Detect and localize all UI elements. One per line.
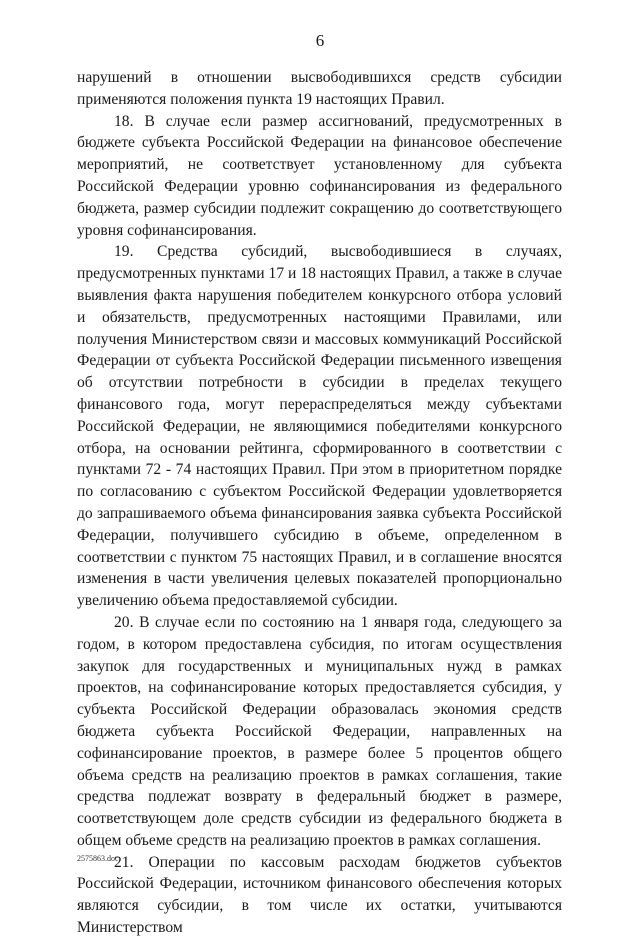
paragraph-19: 19. Средства субсидий, высвободившиеся в случаях, предусмотренных пунктами 17 и 18 настоящих Правил, а также в случае выявления факта нарушения победителем конкурсного отбора условий и обязательств, предусмотренных настоящими Правилами, или получения Министерством связи и массовых коммуникаций Российской Федерации от субъекта Российской Федерации письменного извещения об отсутствии потребности в субсидии в пределах текущего финансового года, могут перераспределяться между субъектами Российской Федерации, не являющимися победителями конкурсного отбора, на основании рейтинга, сформированного в соответствии с пунктами 72 - 74 настоящих Правил. При этом в приоритетном порядке по согласованию с субъектом Российской Федерации удовлетворяется до запрашиваемого объема финансирования заявка субъекта Российской Федерации, получившего субсидию в объеме, определенном в соответствии с пунктом 75 настоящих Правил, и в соглашение вносятся изменения в части увеличения целевых показателей пропорционально увеличению объема предоставляемой субсидии. bbox=[77, 243, 562, 610]
page-number: 6 bbox=[315, 31, 325, 50]
paragraph-18: 18. В случае если размер ассигнований, предусмотренных в бюджете субъекта Российской Федерации на финансовое обеспечение мероприятий, не соответствует установленному для субъекта Российской Федерации уровню софинансирования из федерального бюджета, размер субсидии подлежит сокращению до соответствующего уровня софинансирования. bbox=[77, 112, 562, 239]
document-body bbox=[77, 67, 562, 939]
paragraph-21: 21. Операции по кассовым расходам бюджетов субъектов Российской Федерации, источником финансового обеспечения которых являются субсидии, в том числе их остатки, учитываются Министерством bbox=[77, 853, 562, 937]
footer-doc-code: 2575863.doc bbox=[77, 854, 119, 863]
paragraph-20: 20. В случае если по состоянию на 1 января года, следующего за годом, в котором предоставлена субсидия, по итогам осуществления закупок для государственных и муниципальных нужд в рамках проектов, на софинансирование которых предоставляется субсидия, у субъекта Российской Федерации образовалась экономия средств бюджета субъекта Российской Федерации, направленных на софинансирование проектов, в размере более 5 процентов общего объема средств на реализацию проектов в рамках соглашения, такие средства подлежат возврату в федеральный бюджет в размере, соответствующем доле средств субсидии из федерального бюджета в общем объеме средств на реализацию проектов в рамках соглашения. bbox=[77, 613, 562, 849]
paragraph-continuation: нарушений в отношении высвободившихся средств субсидии применяются положения пункта 19 настоящих Правил. bbox=[77, 69, 562, 108]
